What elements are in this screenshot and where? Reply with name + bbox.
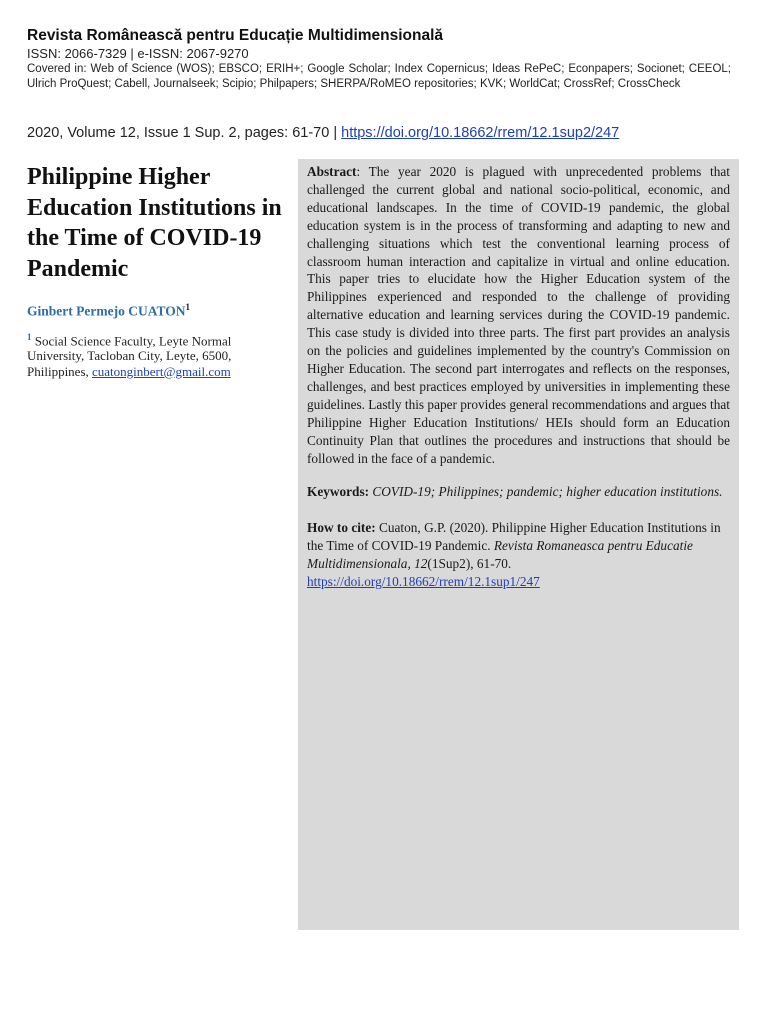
cite-doi-link[interactable]: https://doi.org/10.18662/rrem/12.1sup1/247 <box>307 574 540 590</box>
affiliation-text: Social Science Faculty, Leyte Normal University, Tacloban City, Leyte, 6500, Philippines, <box>27 332 232 379</box>
cite-journal: Revista Romaneasca pentru Educatie Multidimensionala, 12 <box>307 538 693 572</box>
issn-line: ISSN: 2066-7329 | e-ISSN: 2067-9270 <box>27 46 249 61</box>
abstract-body: : The year 2020 is plagued with unprecedented problems that challenged the current global and national socio-political, economic, and educational landscapes. In the time of COVID-19 pandemic, the global education system is in the process of transforming and adapting to new and challenging situations which test the conventional learning process of classroom human interaction and capitalize in virtual and online education. This paper tries to elucidate how the Higher Education system of the Philippines experienced and responded to the challenge of providing alternative education and learning services during the COVID-19 pandemic. This case study is divided into three parts. The first part provides an analysis on the policies and guidelines implemented by the country's Commission on Higher Education. The second part interrogates and reflects on the responses, challenges, and best practices employed by universities in implementing these guidelines. Lastly this paper provides general recommendations and argues that Philippine Higher Education Institutions/ HEIs should form an Education Continuity Plan that outlines the procedures and instructions that should be followed in the face of a pandemic. <box>307 164 730 466</box>
author-superscript: 1 <box>185 302 190 312</box>
how-to-cite <box>307 519 730 591</box>
keywords-list: COVID-19; Philippines; pandemic; higher education institutions. <box>369 484 723 500</box>
article-title: Philippine Higher Education Institutions in the Time of COVID-19 Pandemic <box>27 164 282 282</box>
cite-label: How to cite: <box>307 520 376 536</box>
keywords <box>307 483 730 501</box>
indexing-list: Covered in: Web of Science (WOS); EBSCO; ERIH+; Google Scholar; Index Copernicus; Ideas RePeC; Econpapers; Socionet; CEEOL; Ulrich ProQuest; Cabell, Journalseek; Scipio; Philpapers; SHERPA/RoMEO repositories; KVK; WorldCat; CrossRef; CrossCheck <box>27 63 731 90</box>
author-email-link[interactable]: cuatonginbert@gmail.com <box>92 363 231 379</box>
article-doi-link[interactable]: https://doi.org/10.18662/rrem/12.1sup2/247 <box>341 125 620 141</box>
abstract-box <box>298 159 739 930</box>
volume-line <box>27 125 747 141</box>
cite-issue: (1Sup2), 61-70. <box>427 556 512 572</box>
author-name <box>27 302 282 320</box>
cite-text: Cuaton, G.P. (2020). Philippine Higher Education Institutions in the Time of COVID-19 Pandemic. <box>307 520 721 554</box>
title-column <box>27 162 282 379</box>
author-name-text: Ginbert Permejo CUATON <box>27 303 186 319</box>
journal-title: Revista Românească pentru Educație Multidimensională <box>27 27 444 44</box>
journal-header <box>27 26 731 91</box>
volume-info: 2020, Volume 12, Issue 1 Sup. 2, pages: 61-70 | <box>27 125 342 141</box>
abstract-label: Abstract <box>307 164 357 179</box>
affiliation-superscript: 1 <box>27 331 32 342</box>
author-affiliation <box>27 330 282 380</box>
keywords-label: Keywords: <box>307 484 370 500</box>
abstract <box>307 163 730 467</box>
